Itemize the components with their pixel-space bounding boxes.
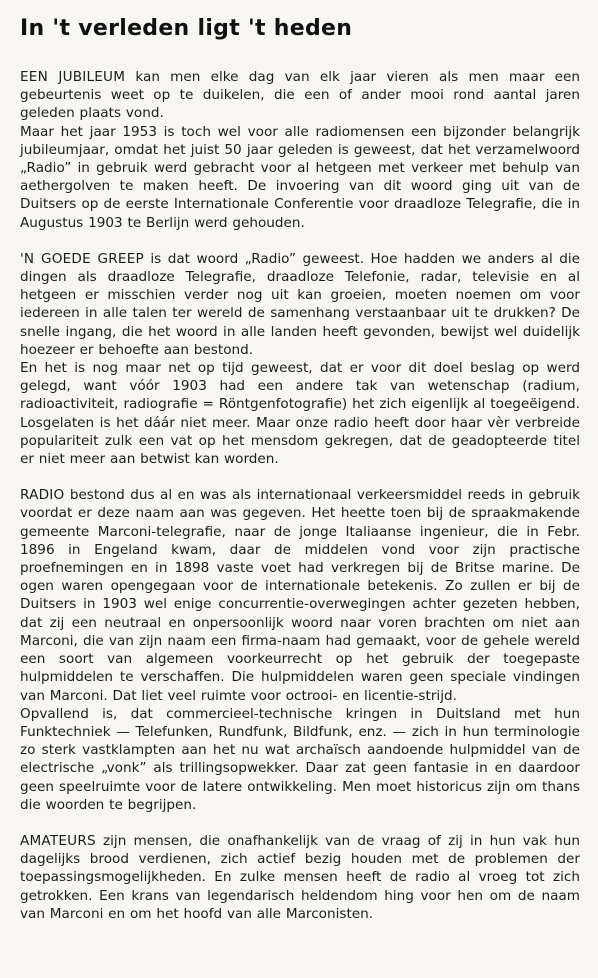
section-divider (20, 814, 580, 832)
paragraph (20, 705, 580, 814)
section-amateurs (20, 832, 580, 923)
paragraph (20, 123, 580, 232)
page-title: In 't verleden ligt 't heden (20, 16, 353, 41)
paragraph-text: Opvallend is, dat commercieel-technische kringen in Duitsland met hun Funktechniek — Telefunken, Rundfunk, Bildfunk, enz. — zich in hun terminologie zo sterk vastklampten aan het nu wat archaïsch aandoende hulpmiddel van de electrische „vonk” als trillingsopwekker. Daar zat geen fantasie in en daardoor geen speelruimte voor de latere ontwikkeling. Men moet historicus zijn om thans die woorden te begrijpen. (20, 705, 580, 813)
paragraph (20, 250, 580, 359)
paragraph-text: kan men elke dag van elk jaar vieren als men maar een gebeurtenis weet op te duikelen, die een of ander mooi rond aantal jaren geleden plaats vond. (20, 69, 581, 122)
section-divider (20, 232, 580, 250)
paragraph (20, 832, 580, 923)
paragraph-lead: EEN JUBILEUM (20, 69, 126, 85)
section-divider (20, 468, 580, 486)
paragraph (20, 359, 580, 468)
paragraph-lead: RADIO (20, 487, 65, 504)
section-goede-greep (20, 250, 580, 468)
paragraph (20, 68, 580, 123)
section-jubileum (20, 68, 580, 232)
paragraph (20, 486, 580, 704)
paragraph-lead: AMATEURS (20, 832, 96, 849)
paragraph-text: Maar het jaar 1953 is toch wel voor alle radiomensen een bijzonder belangrijk jubileumjaar, omdat het juist 50 jaar geleden is geweest, dat het verzamelwoord „Radio” in gebruik werd gebracht voor al hetgeen met verkeer met behulp van aethergolven te maken heeft. De invoering van dit woord ging uit van de Duitsers op de eerste Internationale Conferentie voor draadloze Telegrafie, die in Augustus 1903 te Berlijn werd gehouden. (20, 123, 580, 231)
paragraph-text: bestond dus al en was als internationaal verkeersmiddel reeds in gebruik voordat er deze naam aan was gegeven. Het heette toen bij de spraakmakende gemeente Marconi-telegrafie, naar de jonge Italiaanse ingenieur, die in Febr. 1896 in Engeland kwam, daar de middelen vond voor zijn practische proefnemingen en in 1898 vaste voet had verkregen bij de Britse marine. De ogen waren opengegaan voor de internationale betekenis. Zo zullen er bij de Duitsers in 1903 wel enige concurrentie-overwegingen achter gezeten hebben, dat zij een neutraal en onpersoonlijk woord naar voren brachten om niet aan Marconi, die van zijn naam een firma-naam had gemaakt, voor de gehele wereld een soort van algemeen voorkeurrecht op het gebruik der toegepaste hulpmiddelen te verschaffen. Die hulpmiddelen waren geen speciale vindingen van Marconi. Dat liet veel ruimte voor octrooi- en licentie-strijd. (20, 487, 580, 704)
paragraph-text: is dat woord „Radio” geweest. Hoe hadden we anders al die dingen als draadloze Telegrafie, draadloze Telefonie, radar, televisie en al hetgeen er misschien verder nog uit kan groeien, moeten noemen om voor iedereen in alle talen ter wereld de samenhang verstaanbaar uit te drukken? De snelle ingang, die het woord in alle landen heeft gevonden, bewijst wel duidelijk hoezeer er behoefte aan bestond. (20, 250, 580, 358)
paragraph-text: zijn mensen, die onafhankelijk van de vraag of zij in hun vak hun dagelijks brood verdienen, zich actief bezig houden met de problemen der toepassingsmogelijkheden. En zulke mensen heeft de radio al vroeg tot zich getrokken. Een krans van legendarisch heldendom hing voor hen om de naam van Marconi en om het hoofd van alle Marconisten. (20, 832, 580, 922)
paragraph-lead: 'N GOEDE GREEP (20, 250, 144, 267)
section-radio (20, 486, 580, 814)
paragraph-text: En het is nog maar net op tijd geweest, dat er voor dit doel beslag op werd gelegd, want vóór 1903 had een andere tak van wetenschap (radium, radioactiviteit, radiografie = Röntgenfotografie) het zich eigenlijk al toegeëigend. Losgelaten is het dáár niet meer. Maar onze radio heeft door haar vèr verbreide populariteit zulk een vat op het mensdom gekregen, dat de geadopteerde titel er niet meer aan betwist kan worden. (20, 360, 580, 468)
